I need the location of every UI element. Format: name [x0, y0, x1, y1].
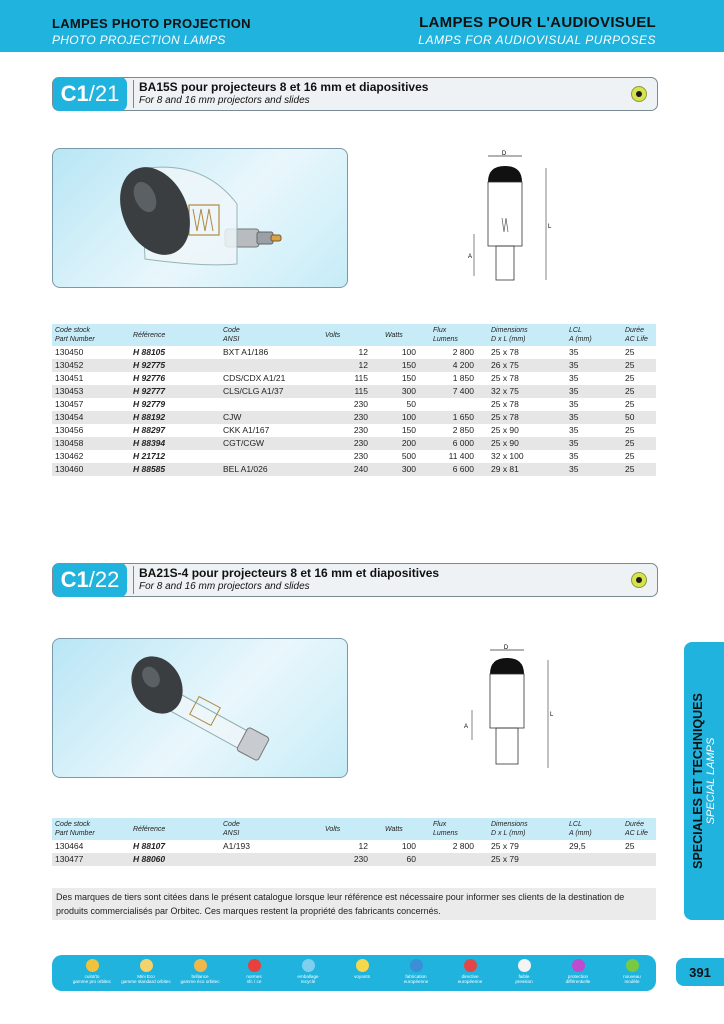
table-header-row: Code stock Part Number Référence Code ANSI Volts Watts Flux Lumens Dimensions D x L (mm) LCL A (mm) Durée AC Life: [52, 818, 656, 840]
legend-label: Mini Eco gamme standard orbitec: [121, 974, 171, 984]
table-row: [52, 840, 656, 853]
legend-label: voyants: [354, 974, 370, 979]
stock-cell: 130450: [55, 347, 84, 357]
stock-cell: 130477: [52, 853, 130, 866]
stock-cell: 130453: [52, 385, 130, 398]
dimensions-cell: 26 x 75: [488, 359, 566, 372]
spec-table: [52, 818, 656, 866]
lcl-cell: [566, 853, 622, 866]
reference-cell: H 88105: [133, 347, 166, 357]
watts-cell: 50: [406, 399, 416, 409]
bullet-icon: [631, 572, 647, 588]
legend-symbol-icon: [194, 959, 207, 972]
page-header: [0, 0, 724, 52]
dimensions-cell: 25 x 90: [491, 425, 519, 435]
legend-symbol-icon: [356, 959, 369, 972]
lcl-cell: 35: [569, 451, 579, 461]
volts-cell: 230: [353, 451, 368, 461]
stock-cell: 130460: [52, 463, 130, 476]
section-title-bar: [52, 563, 658, 597]
watts-cell: 150: [382, 359, 430, 372]
legend-label: normes nfc / ce: [246, 974, 262, 984]
volts-cell: 230: [322, 411, 382, 424]
legend-symbol-icon: [140, 959, 153, 972]
flux-cell: 7 400: [430, 385, 488, 398]
life-cell: 25: [622, 385, 656, 398]
section-title: BA15S pour projecteurs 8 et 16 mm et diapositives: [139, 80, 429, 94]
legend-icon: [64, 959, 120, 984]
page-number: 391: [676, 958, 724, 986]
section-code-badge: C1 /21: [53, 77, 127, 111]
table-row: [52, 398, 656, 411]
header-left-title: LAMPES PHOTO PROJECTION: [52, 16, 251, 31]
table-row: [52, 372, 656, 385]
volts-cell: 115: [354, 373, 368, 383]
table-row: [52, 424, 656, 437]
legend-symbol-icon: [626, 959, 639, 972]
lamp-dimension-drawing: [462, 148, 562, 288]
dimensions-cell: 25 x 78: [488, 411, 566, 424]
dimensions-cell: 32 x 75: [488, 385, 566, 398]
flux-cell: 1 850: [452, 373, 474, 383]
life-cell: 25: [622, 437, 656, 450]
lcl-cell: 35: [566, 437, 622, 450]
reference-cell: H 92777: [130, 385, 220, 398]
legend-icon: [226, 959, 282, 984]
flux-cell: 6 000: [430, 437, 488, 450]
watts-cell: 100: [401, 347, 416, 357]
table-header-row: Code stock Part Number Référence Code ANSI Volts Watts Flux Lumens Dimensions D x L (mm) LCL A (mm) Durée AC Life: [52, 324, 656, 346]
lcl-cell: 35: [569, 399, 579, 409]
legend-icon: [172, 959, 228, 984]
lamp-bulb-icon: [53, 149, 347, 287]
lcl-cell: 35: [569, 425, 579, 435]
dimensions-cell: 25 x 79: [488, 853, 566, 866]
life-cell: 25: [625, 425, 635, 435]
header-right-title: LAMPES POUR L'AUDIOVISUEL: [419, 14, 656, 31]
stock-cell: 130451: [55, 373, 84, 383]
reference-cell: H 92779: [133, 399, 166, 409]
lamp-photo: [52, 148, 348, 288]
section-subtitle: For 8 and 16 mm projectors and slides: [139, 581, 310, 592]
section-code-badge: C1 /22: [53, 563, 127, 597]
ansi-code-cell: CGT/CGW: [220, 437, 322, 450]
flux-cell: 2 800: [452, 841, 474, 851]
legend-symbol-icon: [248, 959, 261, 972]
legend-icon: [334, 959, 390, 979]
legend-symbol-icon: [518, 959, 531, 972]
flux-cell: [430, 853, 488, 866]
watts-cell: 100: [401, 841, 416, 851]
lamp-bulb-icon: [53, 639, 347, 777]
lcl-cell: 35: [566, 463, 622, 476]
table-row: [52, 411, 656, 424]
side-tab-subtitle: SPECIAL LAMPS: [705, 737, 717, 825]
section-subtitle: For 8 and 16 mm projectors and slides: [139, 95, 310, 106]
header-left-subtitle: PHOTO PROJECTION LAMPS: [52, 33, 226, 47]
header-right-subtitle: LAMPS FOR AUDIOVISUAL PURPOSES: [418, 33, 656, 47]
stock-cell: 130458: [52, 437, 130, 450]
disclaimer-text: Des marques de tiers sont citées dans le présent catalogue lorsque leur référence est nécessaire pour informer ses clients de la destination de produits commercialisés par Orbitec. Ces marques restent la propriété des fabricants concernés.: [52, 888, 656, 920]
legend-symbol-icon: [86, 959, 99, 972]
stock-cell: 130457: [55, 399, 84, 409]
table-row: [52, 853, 656, 866]
stock-cell: 130464: [55, 841, 84, 851]
volts-cell: 115: [322, 385, 382, 398]
stock-cell: 130454: [52, 411, 130, 424]
legend-label: fabrication européenne: [403, 974, 429, 984]
legend-label: culot/to gamme pro orbitec: [72, 974, 112, 984]
legend-symbol-icon: [572, 959, 585, 972]
watts-cell: 300: [382, 463, 430, 476]
ansi-code-cell: [220, 450, 322, 463]
ansi-code-cell: CLS/CLG A1/37: [220, 385, 322, 398]
spec-table: [52, 324, 656, 476]
life-cell: 25: [622, 359, 656, 372]
table-row: [52, 437, 656, 450]
volts-cell: 230: [322, 853, 382, 866]
lcl-cell: 35: [566, 411, 622, 424]
lcl-cell: 35: [569, 347, 579, 357]
svg-text:A: A: [464, 724, 469, 730]
section-title-bar: [52, 77, 658, 111]
lcl-cell: 35: [566, 359, 622, 372]
flux-cell: 11 400: [448, 451, 474, 461]
ansi-code-cell: [220, 398, 322, 411]
bullet-icon: [631, 86, 647, 102]
lcl-cell: 29,5: [569, 841, 586, 851]
legend-label: brillance gamme éco orbitec: [180, 974, 220, 984]
side-tab-title: SPECIALES ET TECHNIQUES: [691, 693, 705, 869]
footer-legend-bar: [52, 955, 656, 991]
lcl-cell: 35: [569, 373, 579, 383]
volts-cell: 230: [353, 425, 368, 435]
watts-cell: 300: [382, 385, 430, 398]
ansi-code-cell: CDS/CDX A1/21: [223, 373, 286, 383]
divider: [133, 566, 134, 594]
ansi-code-cell: CKK A1/167: [223, 425, 270, 435]
life-cell: 25: [625, 399, 635, 409]
life-cell: 25: [625, 451, 635, 461]
reference-cell: H 21712: [133, 451, 166, 461]
flux-cell: 1 650: [430, 411, 488, 424]
ansi-code-cell: [220, 853, 322, 866]
flux-cell: 2 800: [452, 347, 474, 357]
reference-cell: H 88394: [130, 437, 220, 450]
dimensions-cell: 29 x 81: [488, 463, 566, 476]
legend-icon: [118, 959, 174, 984]
section-title: BA21S-4 pour projecteurs 8 et 16 mm et diapositives: [139, 566, 440, 580]
legend-label: emballage recyclé: [297, 974, 319, 984]
volts-cell: 12: [358, 347, 368, 357]
legend-icon: [496, 959, 552, 984]
dimensions-cell: 25 x 90: [488, 437, 566, 450]
ansi-code-cell: CJW: [220, 411, 322, 424]
table-row: [52, 346, 656, 359]
lcl-cell: 35: [566, 385, 622, 398]
table-row: [52, 463, 656, 476]
dimensions-cell: 25 x 79: [491, 841, 519, 851]
stock-cell: 130456: [55, 425, 84, 435]
reference-cell: H 88585: [130, 463, 220, 476]
life-cell: 25: [625, 841, 635, 851]
svg-text:A: A: [468, 254, 473, 260]
life-cell: 25: [622, 463, 656, 476]
ansi-code-cell: A1/193: [223, 841, 250, 851]
watts-cell: 150: [401, 425, 416, 435]
stock-cell: 130462: [55, 451, 84, 461]
svg-text:D: D: [501, 151, 507, 157]
section-side-tab: [684, 642, 724, 920]
dimensions-cell: 25 x 78: [491, 373, 519, 383]
flux-cell: 6 600: [430, 463, 488, 476]
reference-cell: H 92775: [130, 359, 220, 372]
table-row: [52, 450, 656, 463]
reference-cell: H 88192: [130, 411, 220, 424]
reference-cell: H 88297: [133, 425, 166, 435]
legend-label: faible pression: [515, 974, 533, 984]
legend-icon: [442, 959, 498, 984]
legend-symbol-icon: [464, 959, 477, 972]
svg-text:D: D: [503, 645, 509, 651]
volts-cell: 230: [322, 437, 382, 450]
watts-cell: 500: [401, 451, 416, 461]
legend-icon: [280, 959, 336, 984]
legend-symbol-icon: [302, 959, 315, 972]
reference-cell: H 88060: [130, 853, 220, 866]
ansi-code-cell: BXT A1/186: [223, 347, 269, 357]
watts-cell: 200: [382, 437, 430, 450]
volts-cell: 240: [322, 463, 382, 476]
reference-cell: H 92776: [133, 373, 166, 383]
life-cell: 25: [625, 347, 635, 357]
reference-cell: H 88107: [133, 841, 166, 851]
watts-cell: 60: [382, 853, 430, 866]
flux-cell: [430, 398, 488, 411]
volts-cell: 12: [358, 841, 368, 851]
legend-label: protection différentielle: [565, 974, 591, 984]
life-cell: 50: [622, 411, 656, 424]
svg-text:L: L: [550, 712, 554, 718]
ansi-code-cell: BEL A1/026: [220, 463, 322, 476]
legend-icon: [388, 959, 444, 984]
volts-cell: 12: [322, 359, 382, 372]
divider: [133, 80, 134, 108]
life-cell: 25: [625, 373, 635, 383]
flux-cell: 4 200: [430, 359, 488, 372]
life-cell: [622, 853, 656, 866]
legend-label: directive européenne: [457, 974, 483, 984]
flux-cell: 2 850: [452, 425, 474, 435]
table-row: [52, 359, 656, 372]
stock-cell: 130452: [52, 359, 130, 372]
volts-cell: 230: [353, 399, 368, 409]
watts-cell: 150: [401, 373, 416, 383]
dimensions-cell: 32 x 100: [491, 451, 524, 461]
legend-icon: [550, 959, 606, 984]
legend-label: nouveau modèle: [623, 974, 641, 984]
dimensions-cell: 25 x 78: [491, 399, 519, 409]
legend-icon: [604, 959, 660, 984]
table-row: [52, 385, 656, 398]
lamp-dimension-drawing: [462, 640, 562, 780]
ansi-code-cell: [220, 359, 322, 372]
lamp-photo: [52, 638, 348, 778]
watts-cell: 100: [382, 411, 430, 424]
dimensions-cell: 25 x 78: [491, 347, 519, 357]
legend-symbol-icon: [410, 959, 423, 972]
svg-text:L: L: [548, 224, 552, 230]
